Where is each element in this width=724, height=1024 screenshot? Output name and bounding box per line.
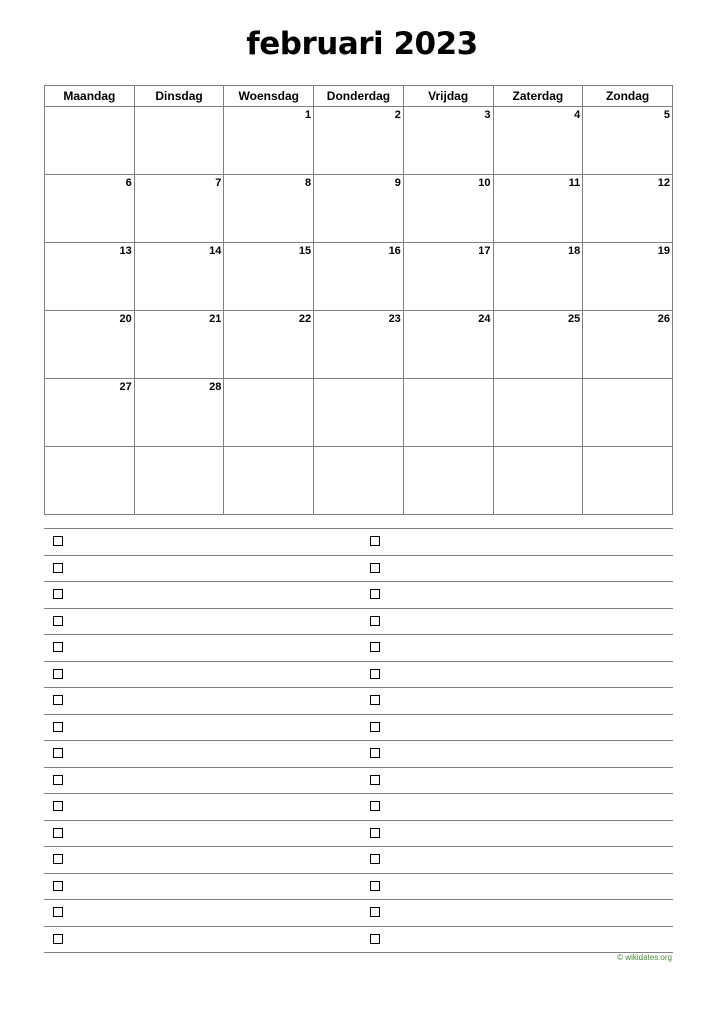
calendar-day-cell[interactable]: [583, 311, 673, 379]
calendar-week-row: [45, 175, 673, 243]
day-number: [135, 447, 224, 449]
todo-checkbox[interactable]: [370, 881, 380, 891]
todo-checkbox[interactable]: [53, 589, 63, 599]
todo-checkbox[interactable]: [370, 854, 380, 864]
day-number: 27: [119, 381, 132, 393]
weekday-header-row: [45, 86, 673, 107]
todo-row: [44, 768, 673, 795]
day-number: [135, 107, 224, 109]
calendar-day-cell[interactable]: [403, 243, 493, 311]
calendar-day-cell[interactable]: [583, 175, 673, 243]
day-number: 26: [657, 313, 670, 325]
day-number: 12: [657, 177, 670, 189]
todo-row: [44, 821, 673, 848]
day-number: 6: [125, 177, 132, 189]
day-number: 7: [215, 177, 222, 189]
day-number: 5: [663, 109, 670, 121]
todo-row: [44, 874, 673, 901]
weekday-header: Woensdag: [224, 86, 314, 107]
day-number: [224, 379, 313, 381]
calendar-day-cell[interactable]: [583, 379, 673, 447]
todo-checkbox[interactable]: [370, 775, 380, 785]
weekday-header: Vrijdag: [403, 86, 493, 107]
calendar-day-cell[interactable]: [224, 243, 314, 311]
calendar-day-cell[interactable]: [493, 311, 583, 379]
calendar-day-cell[interactable]: [493, 175, 583, 243]
todo-checkbox[interactable]: [53, 828, 63, 838]
todo-row: [44, 741, 673, 768]
weekday-header: Donderdag: [314, 86, 404, 107]
calendar-day-cell[interactable]: [45, 175, 135, 243]
calendar-day-cell[interactable]: [224, 311, 314, 379]
day-number: [404, 447, 493, 449]
calendar-week-row: [45, 243, 673, 311]
calendar-week-row: [45, 447, 673, 515]
day-number: 17: [478, 245, 491, 257]
day-number: 24: [478, 313, 491, 325]
weekday-header: Maandag: [45, 86, 135, 107]
calendar-day-cell[interactable]: [583, 447, 673, 515]
day-number: 18: [567, 245, 581, 257]
todo-checkbox[interactable]: [53, 881, 63, 891]
calendar-day-cell[interactable]: [493, 379, 583, 447]
day-number: [494, 447, 583, 449]
calendar-day-cell[interactable]: [403, 311, 493, 379]
todo-checkbox[interactable]: [370, 563, 380, 573]
calendar-day-cell[interactable]: [224, 447, 314, 515]
day-number: [45, 447, 134, 449]
todo-checkbox[interactable]: [370, 589, 380, 599]
todo-checkbox[interactable]: [53, 563, 63, 573]
calendar-day-cell[interactable]: [45, 311, 135, 379]
calendar-day-cell[interactable]: [403, 447, 493, 515]
calendar-day-cell[interactable]: [134, 311, 224, 379]
calendar-day-cell[interactable]: [493, 107, 583, 175]
todo-checkbox[interactable]: [53, 669, 63, 679]
day-number: 10: [478, 177, 491, 189]
day-number: [404, 379, 493, 381]
todo-checkbox[interactable]: [53, 934, 63, 944]
calendar-week-row: [45, 107, 673, 175]
day-number: 25: [567, 313, 581, 325]
calendar-day-cell[interactable]: [45, 107, 135, 175]
todo-checkbox[interactable]: [53, 642, 63, 652]
weekday-header: Zondag: [583, 86, 673, 107]
calendar-day-cell[interactable]: [134, 175, 224, 243]
todo-row: [44, 715, 673, 742]
day-number: 13: [119, 245, 132, 257]
day-number: 22: [298, 313, 312, 325]
day-number: [314, 447, 403, 449]
calendar-day-cell[interactable]: [134, 107, 224, 175]
calendar-day-cell[interactable]: [314, 243, 404, 311]
todo-checkbox[interactable]: [53, 722, 63, 732]
day-number: 28: [209, 381, 222, 393]
calendar-day-cell[interactable]: [403, 107, 493, 175]
todo-checkbox[interactable]: [370, 828, 380, 838]
calendar-day-cell[interactable]: [403, 379, 493, 447]
footer-credit: © wikidates.org: [617, 953, 672, 962]
calendar-day-cell[interactable]: [493, 243, 583, 311]
day-number: 21: [209, 313, 222, 325]
calendar-day-cell[interactable]: [314, 447, 404, 515]
calendar-day-cell[interactable]: [583, 107, 673, 175]
todo-checkbox[interactable]: [370, 934, 380, 944]
todo-row: [44, 662, 673, 689]
todo-row: [44, 556, 673, 583]
todo-checkbox[interactable]: [370, 669, 380, 679]
calendar-day-cell[interactable]: [224, 107, 314, 175]
day-number: 8: [304, 177, 312, 189]
day-number: 3: [484, 109, 491, 121]
todo-checkbox[interactable]: [53, 748, 63, 758]
todo-row: [44, 794, 673, 821]
todo-checkbox[interactable]: [370, 907, 380, 917]
day-number: 4: [574, 109, 581, 121]
todo-row: [44, 927, 673, 954]
todo-checkbox[interactable]: [53, 536, 63, 546]
calendar-day-cell[interactable]: [45, 243, 135, 311]
day-number: 23: [388, 313, 401, 325]
weekday-header: Dinsdag: [134, 86, 224, 107]
calendar-day-cell[interactable]: [134, 447, 224, 515]
todo-checkbox[interactable]: [370, 536, 380, 546]
page-title: februari 2023: [246, 26, 478, 62]
todo-checkbox[interactable]: [53, 907, 63, 917]
todo-checkbox[interactable]: [370, 642, 380, 652]
todo-row: [44, 688, 673, 715]
calendar-day-cell[interactable]: [403, 175, 493, 243]
calendar-day-cell[interactable]: [45, 447, 135, 515]
todo-checkbox[interactable]: [53, 616, 63, 626]
todo-row: [44, 582, 673, 609]
todo-list: [44, 528, 673, 953]
day-number: 15: [298, 245, 312, 257]
day-number: 1: [304, 109, 312, 121]
weekday-header: Zaterdag: [493, 86, 583, 107]
day-number: 11: [568, 177, 581, 189]
day-number: 19: [657, 245, 670, 257]
todo-checkbox[interactable]: [370, 748, 380, 758]
calendar-week-row: [45, 379, 673, 447]
todo-checkbox[interactable]: [370, 722, 380, 732]
day-number: [45, 107, 134, 109]
calendar-day-cell[interactable]: [314, 311, 404, 379]
calendar-day-cell[interactable]: [583, 243, 673, 311]
todo-checkbox[interactable]: [370, 616, 380, 626]
calendar-day-cell[interactable]: [45, 379, 135, 447]
todo-checkbox[interactable]: [53, 801, 63, 811]
day-number: 14: [209, 245, 222, 257]
todo-row: [44, 635, 673, 662]
todo-checkbox[interactable]: [53, 695, 63, 705]
day-number: [224, 447, 313, 449]
todo-row: [44, 847, 673, 874]
day-number: 16: [388, 245, 401, 257]
todo-row: [44, 609, 673, 636]
todo-row: [44, 529, 673, 556]
calendar-day-cell[interactable]: [314, 379, 404, 447]
day-number: 2: [394, 109, 401, 121]
calendar-grid: [44, 85, 673, 515]
day-number: 20: [119, 313, 132, 325]
todo-row: [44, 900, 673, 927]
calendar-day-cell[interactable]: [314, 175, 404, 243]
day-number: [583, 379, 672, 381]
calendar-day-cell[interactable]: [314, 107, 404, 175]
calendar-day-cell[interactable]: [134, 243, 224, 311]
calendar-day-cell[interactable]: [224, 175, 314, 243]
calendar-week-row: [45, 311, 673, 379]
day-number: [583, 447, 672, 449]
calendar-day-cell[interactable]: [134, 379, 224, 447]
todo-checkbox[interactable]: [370, 801, 380, 811]
day-number: 9: [394, 177, 401, 189]
todo-checkbox[interactable]: [53, 854, 63, 864]
todo-checkbox[interactable]: [370, 695, 380, 705]
calendar-day-cell[interactable]: [224, 379, 314, 447]
calendar-day-cell[interactable]: [493, 447, 583, 515]
day-number: [494, 379, 583, 381]
day-number: [314, 379, 403, 381]
todo-checkbox[interactable]: [53, 775, 63, 785]
